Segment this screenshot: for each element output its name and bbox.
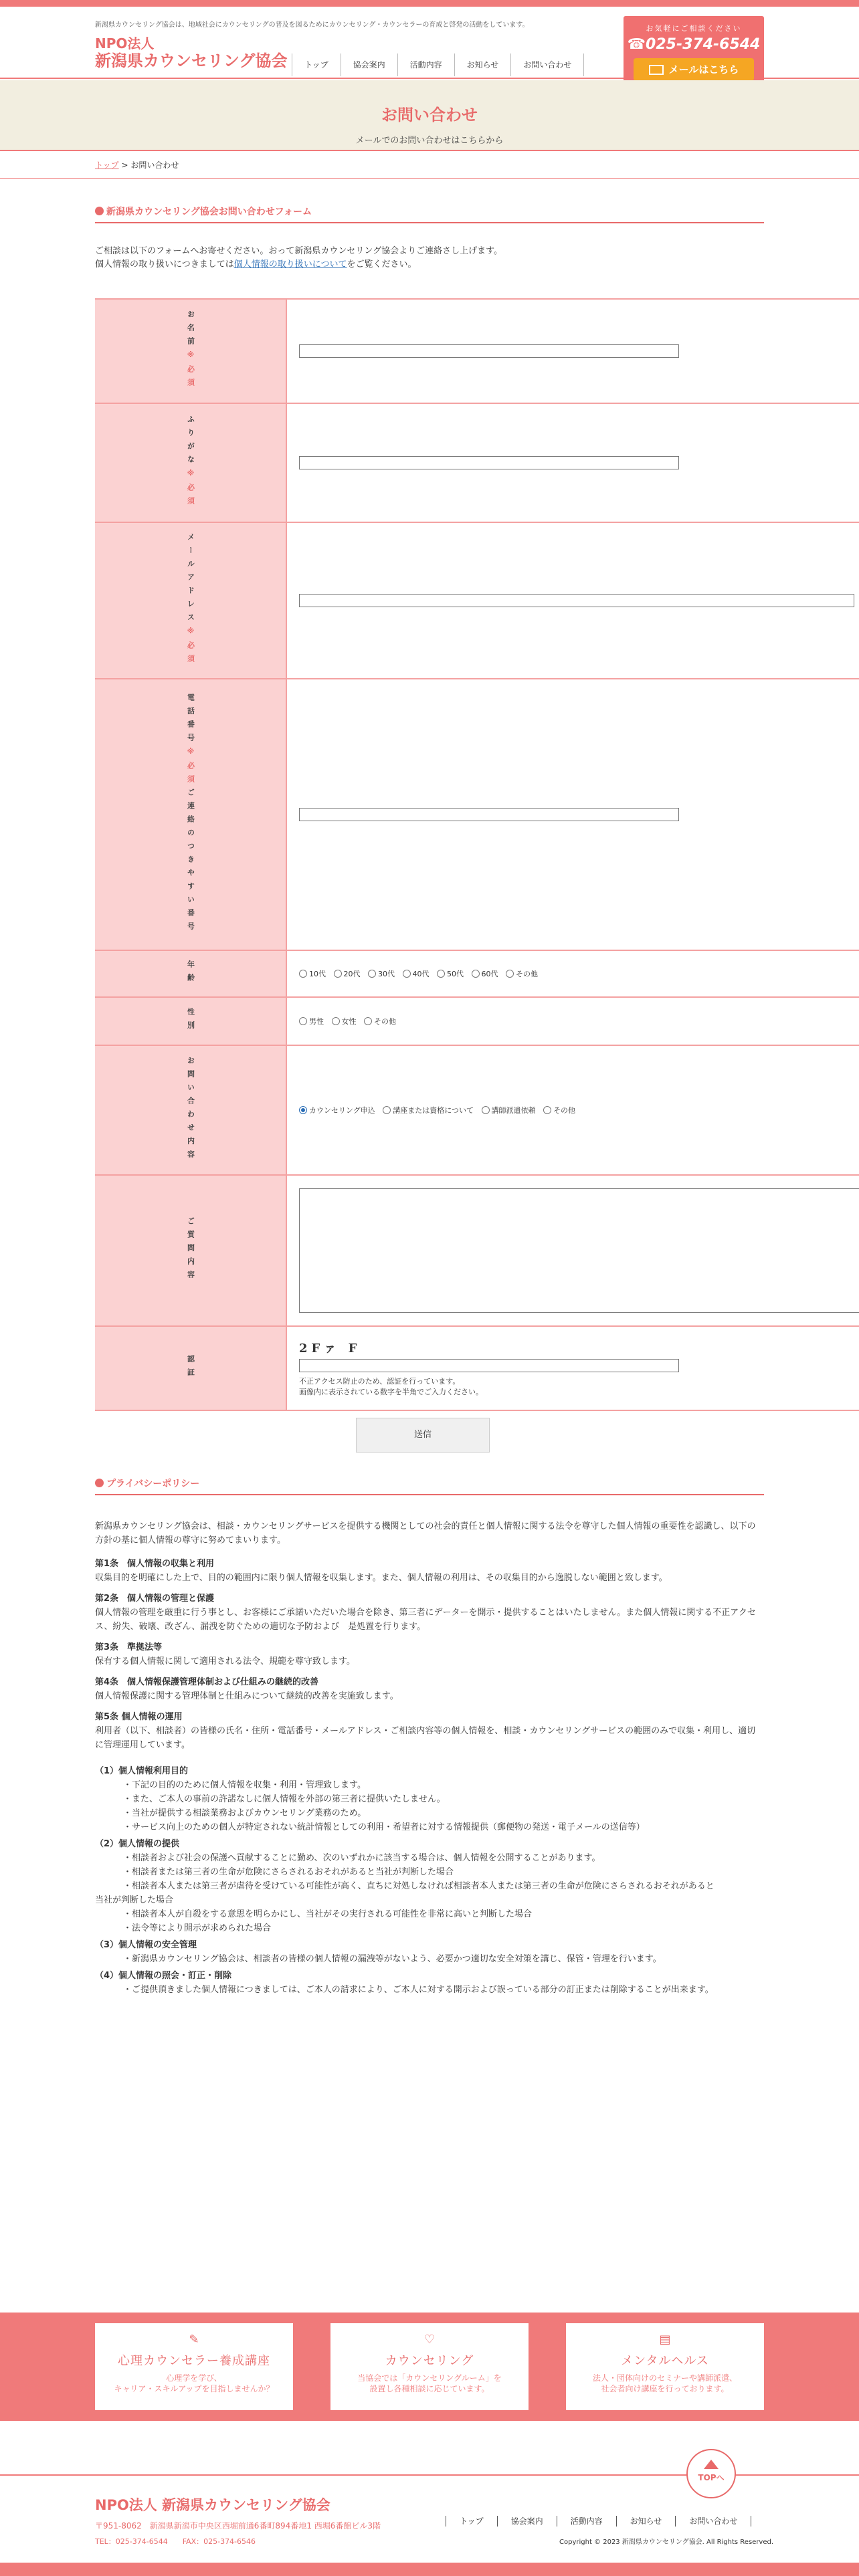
gender-label: 男性 — [309, 1016, 324, 1026]
article-text: 個人情報の管理を厳重に行う事とし、お客様にご承諾いただいた場合を除き、第三者にデーターを開示・提供することはいたしません。また個人情報に関する不正アクセス、紛失、破壊、改ざん、漏洩を防ぐための適切な予防および 是処置を行ります。 — [95, 1608, 756, 1632]
label-phone-sub: ご連絡のつきやすい番号 — [186, 788, 195, 936]
form-section-title — [95, 205, 764, 223]
footer-nav-about[interactable]: 協会案内 — [497, 2516, 557, 2527]
radio-circle-icon — [482, 1106, 490, 1114]
age-radio[interactable] — [506, 968, 538, 979]
mail-button[interactable] — [634, 58, 754, 81]
card-sub-line: 当協会では「カウンセリングルーム」を — [357, 2373, 502, 2383]
email-input[interactable] — [299, 594, 854, 607]
footer-nav-activities[interactable]: 活動内容 — [557, 2516, 616, 2527]
phone-number: 025-374-6544 — [646, 36, 761, 53]
policy-bullet: ・また、ご本人の事前の許諾なしに個人情報を外部の第三者に提供いたしません。 — [123, 1794, 446, 1804]
contact-lead: お気軽にご相談ください — [646, 24, 742, 33]
label-phone-text: 電話番号 — [186, 693, 195, 747]
auth-note-1: 不正アクセス防止のため、認証を行っています。 — [299, 1377, 460, 1386]
gender-options — [286, 997, 859, 1045]
captcha-input[interactable] — [299, 1359, 679, 1372]
page-subtitle: メールでのお問い合わせはこちらから — [355, 136, 504, 146]
footer-logo[interactable]: NPO法人 新潟県カウンセリング協会 — [95, 2497, 330, 2513]
nav-item-contact[interactable]: お問い合わせ — [510, 53, 584, 76]
age-label: 10代 — [309, 969, 326, 978]
footer-nav-contact[interactable]: お問い合わせ — [675, 2516, 751, 2527]
header-phone[interactable] — [624, 36, 764, 53]
subsection-heading: （2）個人情報の提供 — [95, 1839, 180, 1849]
policy-bullet: ・サービス向上のための個人が特定されない統計情報としての利用・希望者に対する情報提供（郵便物の発送・電子メールの送信等） — [123, 1822, 645, 1832]
form-row-phone — [95, 679, 859, 950]
back-to-top-button[interactable] — [686, 2449, 736, 2498]
page-title: お問い合わせ — [381, 106, 478, 124]
gender-label: その他 — [374, 1016, 396, 1026]
policy-bullet-cont: 当社が判断した場合 — [95, 1895, 174, 1905]
form-section-title-text: 新潟県カウンセリング協会お問い合わせフォーム — [106, 207, 312, 217]
top-accent-bar — [0, 0, 859, 7]
form-row-question — [95, 1175, 859, 1326]
article-heading: 第3条 準拠法等 — [95, 1642, 163, 1652]
site-header — [0, 7, 859, 79]
policy-bullet: ・相談者または第三者の生命が危険にさらされるおそれがあると当社が判断した場合 — [123, 1867, 454, 1877]
radio-circle-icon — [334, 970, 342, 978]
form-row-gender — [95, 997, 859, 1045]
book-icon: ▤ — [659, 2333, 671, 2347]
privacy-section-title — [95, 1477, 764, 1495]
page-hero — [0, 80, 859, 150]
subsection-heading: （1）個人情報利用目的 — [95, 1766, 189, 1776]
inquiry-radio[interactable] — [383, 1105, 474, 1115]
required-mark: ※必須 — [186, 469, 195, 510]
card-title: メンタルヘルス — [621, 2354, 709, 2368]
card-sub — [566, 2373, 764, 2394]
age-label: 30代 — [378, 969, 395, 978]
policy-lead: 新潟県カウンセリング協会は、相談・カウンセリングサービスを提供する機関としての社会的責任と個人情報に関する法令を尊守した個人情報の重要性を認識し、以下の方針の基に個人情報の尊守に努めてまいります。 — [95, 1521, 756, 1545]
article-heading: 第4条 個人情報保護管理体制および仕組みの継続的改善 — [95, 1677, 319, 1687]
age-label: 40代 — [412, 969, 430, 978]
privacy-policy — [95, 1519, 764, 1997]
mail-button-label: メールはこちら — [668, 64, 739, 76]
inquiry-label: その他 — [553, 1105, 576, 1115]
form-row-email — [95, 522, 859, 679]
heart-icon: ♡ — [423, 2333, 436, 2347]
form-row-age — [95, 950, 859, 997]
breadcrumb — [95, 159, 179, 171]
intro-text-post: をご覧ください。 — [347, 259, 417, 270]
site-logo[interactable] — [95, 35, 288, 70]
age-label: 50代 — [447, 969, 464, 978]
policy-bullet: ・法令等により開示が求められた場合 — [123, 1923, 272, 1933]
arrow-up-icon — [704, 2460, 719, 2469]
radio-circle-icon — [506, 970, 514, 978]
label-kana — [95, 403, 286, 522]
policy-bullet: ・当社が提供する相談業務およびカウンセリング業務のため。 — [123, 1808, 367, 1818]
intro-line-2 — [95, 258, 502, 272]
policy-bullet: ・相談者および社会の保護へ貢献することに勤め、次のいずれかに該当する場合は、個人情報を公開することがあります。 — [123, 1853, 601, 1863]
policy-bullet: ・下記の目的のために個人情報を収集・利用・管理致します。 — [123, 1780, 366, 1790]
pencil-icon: ✎ — [189, 2333, 199, 2347]
intro-line-1: ご相談は以下のフォームへお寄せください。おって新潟県カウンセリング協会よりご連絡さし上げます。 — [95, 246, 503, 256]
back-to-top-label: TOPへ — [698, 2473, 725, 2482]
nav-item-about[interactable]: 協会案内 — [341, 53, 397, 76]
breadcrumb-divider — [0, 178, 859, 179]
footer-tel-fax: TEL：025-374-6544 FAX：025-374-6546 — [95, 2537, 256, 2546]
form-row-auth — [95, 1326, 859, 1410]
radio-circle-icon — [299, 970, 307, 978]
label-name-text: お名前 — [186, 310, 195, 350]
form-row-name — [95, 299, 859, 403]
inquiry-label: カウンセリング申込 — [309, 1105, 375, 1115]
submit-button[interactable]: 送信 — [356, 1418, 490, 1453]
phone-input[interactable] — [299, 808, 679, 821]
radio-circle-icon — [383, 1106, 391, 1114]
radio-circle-icon — [437, 970, 445, 978]
article-text: 利用者（以下、相談者）の皆様の氏名・住所・電話番号・メールアドレス・ご相談内容等の個人情報を、相談・カウンセリングサービスの範囲のみで収集・利用し、適切に管理運用しています。 — [95, 1726, 756, 1750]
card-sub-line: 心理学を学び、 — [166, 2373, 222, 2383]
nav-item-activities[interactable]: 活動内容 — [397, 53, 454, 76]
label-question: ご質問内容 — [95, 1175, 286, 1326]
breadcrumb-home[interactable]: トップ — [95, 160, 119, 170]
age-radio[interactable] — [334, 968, 361, 979]
gender-radio[interactable] — [332, 1016, 357, 1027]
footer-nav-top[interactable]: トップ — [446, 2516, 497, 2527]
form-row-kana — [95, 403, 859, 522]
age-label: 60代 — [481, 969, 498, 978]
article-heading: 第5条 個人情報の運用 — [95, 1712, 183, 1722]
card-title: カウンセリング — [385, 2354, 474, 2368]
card-sub-line: キャリア・スキルアップを目指しませんか？ — [114, 2384, 274, 2393]
label-kana-text: ふりがな — [186, 415, 195, 469]
age-radio[interactable] — [368, 968, 395, 979]
card-sub-line: 設置し各種相談に応じています。 — [369, 2384, 490, 2393]
inquiry-options — [286, 1045, 859, 1175]
age-radio[interactable] — [472, 968, 498, 979]
age-label: 20代 — [343, 969, 361, 978]
label-inquiry: お問い合わせ内容 — [95, 1045, 286, 1175]
captcha-image: 2Fァ F — [299, 1341, 361, 1356]
header-contact-box — [624, 16, 764, 88]
privacy-link[interactable]: 個人情報の取り扱いについて — [233, 259, 347, 270]
gender-radio[interactable] — [299, 1016, 324, 1027]
radio-circle-icon — [299, 1017, 307, 1025]
label-email-text: メールアドレス — [186, 533, 195, 627]
gender-label: 女性 — [341, 1016, 357, 1026]
question-textarea[interactable] — [299, 1188, 859, 1313]
radio-circle-icon — [472, 970, 480, 978]
card-sub-line: 法人・団体向けのセミナーや講師派遣、 — [592, 2373, 737, 2383]
footer-address: 〒951-8062 新潟県新潟市中央区西堀前通6番町894番地1 西堀6番館ビル3階 — [95, 2521, 381, 2531]
copyright: Copyright © 2023 新潟県カウンセリング協会. All Rights Reserved. — [559, 2539, 774, 2546]
nav-item-news[interactable]: お知らせ — [454, 53, 511, 76]
card-counseling[interactable] — [330, 2323, 529, 2410]
breadcrumb-separator: > — [118, 160, 131, 170]
policy-bullet: ・ご提供頂きました個人情報につきましては、ご本人の請求により、ご本人に対する開示および誤っている部分の訂正または削除することが出来ます。 — [123, 1985, 714, 1995]
hero-divider — [0, 150, 859, 151]
auth-note-2: 画像内に表示されている数字を半角でご入力ください。 — [299, 1388, 483, 1396]
card-title: 心理カウンセラー養成講座 — [118, 2354, 270, 2368]
policy-bullet: ・相談者本人または第三者が虐待を受けている可能性が高く、直ちに対処しなければ相談者本人または第三者の生命が危険にさらされるおそれがあると — [123, 1881, 714, 1891]
label-auth: 認証 — [95, 1326, 286, 1410]
footer-nav — [446, 2516, 751, 2527]
card-sub-line: 社会者向け講座を行っております。 — [601, 2384, 729, 2393]
inquiry-radio[interactable] — [543, 1105, 575, 1115]
card-counselor-course[interactable] — [95, 2323, 293, 2410]
radio-checked-icon — [299, 1106, 307, 1114]
envelope-icon — [649, 65, 664, 75]
inquiry-label: 講師派遣依頼 — [491, 1105, 536, 1115]
age-radio[interactable] — [299, 968, 326, 979]
gender-radio[interactable] — [364, 1016, 396, 1027]
privacy-section-title-text: プライバシーポリシー — [106, 1479, 200, 1489]
label-name — [95, 299, 286, 403]
age-radio[interactable] — [403, 968, 430, 979]
contact-form — [95, 298, 859, 1411]
label-email — [95, 522, 286, 679]
bottom-accent-bar — [0, 2563, 859, 2576]
article-text: 保有する個人情報に関して適用される法令、規範を尊守致します。 — [95, 1656, 355, 1667]
article-text: 個人情報保護に関する管理体制と仕組みについて継続的改善を実施致します。 — [95, 1691, 399, 1701]
circle-arrow-icon — [95, 1479, 104, 1487]
subsection-heading: （4）個人情報の照会・訂正・削除 — [95, 1971, 232, 1981]
required-mark: ※必須 — [186, 350, 195, 392]
radio-circle-icon — [403, 970, 411, 978]
header-tagline: 新潟県カウンセリング協会は、地域社会にカウンセリングの普及を図るためにカウンセリング・カウンセラーの育成と啓発の活動をしています。 — [95, 21, 529, 29]
required-mark: ※必須 — [186, 627, 195, 668]
nav-item-top[interactable]: トップ — [292, 53, 341, 76]
label-age: 年齢 — [95, 950, 286, 997]
inquiry-radio[interactable] — [299, 1105, 375, 1115]
breadcrumb-current: お問い合わせ — [130, 160, 179, 170]
inquiry-label: 講座または資格について — [393, 1105, 474, 1115]
inquiry-radio[interactable] — [482, 1105, 536, 1115]
logo-line1: NPO法人 — [95, 35, 155, 51]
age-label: その他 — [516, 969, 538, 978]
policy-bullet: ・相談者本人が自殺をする意思を明らかにし、当社がその実行される可能性を非常に高いと判断した場合 — [123, 1909, 533, 1919]
radio-circle-icon — [364, 1017, 372, 1025]
label-gender: 性別 — [95, 997, 286, 1045]
intro-text-pre: 個人情報の取り扱いにつきましては — [95, 259, 234, 270]
age-options — [286, 950, 859, 997]
circle-arrow-icon — [95, 207, 104, 215]
radio-circle-icon — [332, 1017, 340, 1025]
card-sub — [95, 2373, 293, 2394]
global-nav — [292, 53, 584, 76]
subsection-heading: （3）個人情報の安全管理 — [95, 1940, 197, 1950]
footer-nav-news[interactable]: お知らせ — [616, 2516, 676, 2527]
article-text: 収集目的を明確にした上で、目的の範囲内に限り個人情報を収集します。また、個人情報の利用は、その収集目的から逸脱しない範囲と致します。 — [95, 1573, 668, 1583]
radio-circle-icon — [543, 1106, 551, 1114]
kana-input[interactable] — [299, 456, 679, 469]
form-intro — [95, 245, 502, 272]
phone-icon: ☎ — [627, 36, 646, 53]
article-heading: 第1条 個人情報の収集と利用 — [95, 1559, 215, 1569]
card-sub — [330, 2373, 529, 2394]
policy-bullet: ・新潟県カウンセリング協会は、相談者の皆様の個人情報の漏洩等がないよう、必要かつ適切な安全対策を講じ、保管・管理を行います。 — [123, 1954, 662, 1964]
required-mark: ※必須 — [186, 747, 195, 788]
article-heading: 第2条 個人情報の管理と保護 — [95, 1594, 215, 1604]
age-radio[interactable] — [437, 968, 464, 979]
card-mental-health[interactable] — [566, 2323, 764, 2410]
name-input[interactable] — [299, 344, 679, 358]
label-phone — [95, 679, 286, 950]
radio-circle-icon — [368, 970, 376, 978]
form-row-inquiry — [95, 1045, 859, 1175]
logo-line2: 新潟県カウンセリング協会 — [95, 51, 288, 70]
